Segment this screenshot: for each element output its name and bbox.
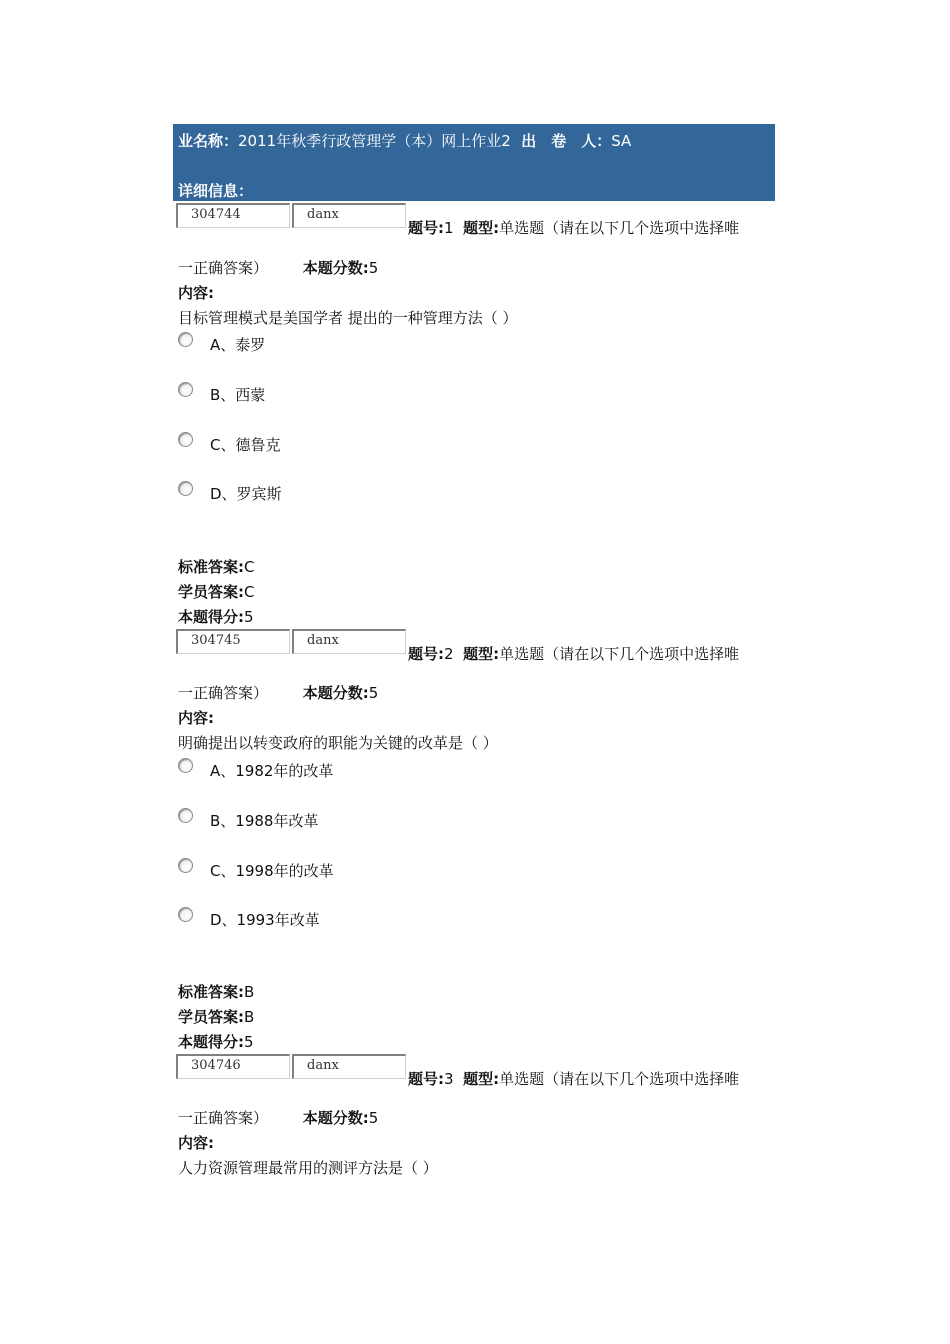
question-content: 明确提出以转变政府的职能为关键的改革是（ ） (178, 734, 498, 752)
student-answer (178, 581, 254, 602)
question-number-label: 题号: (408, 1070, 444, 1088)
standard-answer-label: 标准答案: (178, 983, 244, 1001)
question-meta-line (408, 217, 739, 238)
author-label: 出 卷 人： (521, 132, 612, 150)
option-label: B、西蒙 (210, 386, 266, 404)
got-score-label: 本题得分: (178, 1033, 244, 1051)
student-answer-value: C (244, 583, 255, 601)
question-number: 2 (444, 645, 454, 663)
option-label: B、1988年改革 (210, 812, 319, 830)
question-number-label: 题号: (408, 219, 444, 237)
content-label: 内容: (178, 1134, 214, 1152)
content-label: 内容: (178, 284, 214, 302)
option-label: D、1993年改革 (210, 911, 320, 929)
question-type-cont: 一正确答案） (178, 684, 269, 702)
radio-button[interactable] (178, 808, 193, 823)
score-label: 本题分数: (302, 684, 369, 702)
radio-button[interactable] (178, 432, 193, 447)
question-type-label: 题型: (463, 645, 500, 663)
question-meta-line (408, 1068, 739, 1089)
radio-button[interactable] (178, 332, 193, 347)
content-label: 内容: (178, 709, 214, 727)
student-answer-label: 学员答案: (178, 583, 244, 601)
student-answer-value: B (244, 1008, 255, 1026)
question-id-box[interactable]: 304746 (176, 1054, 290, 1079)
question-number: 1 (444, 219, 454, 237)
score-value: 5 (368, 684, 379, 702)
standard-answer-value: B (244, 983, 255, 1001)
assignment-title-line (178, 130, 631, 151)
score-label: 本题分数: (302, 1109, 369, 1127)
score-label: 本题分数: (302, 259, 369, 277)
radio-button[interactable] (178, 858, 193, 873)
question-type-label: 题型: (463, 1070, 500, 1088)
question-content: 目标管理模式是美国学者 提出的一种管理方法（ ） (178, 309, 518, 327)
detail-info-label: 详细信息： (178, 182, 254, 200)
question-meta-line (408, 643, 739, 664)
assignment-name-label: 业名称： (178, 132, 239, 150)
option-label: C、德鲁克 (210, 436, 281, 454)
option-label: A、1982年的改革 (210, 762, 334, 780)
question-type: 单选题（请在以下几个选项中选择唯 (499, 645, 740, 663)
got-score (178, 606, 254, 627)
question-content: 人力资源管理最常用的测评方法是（ ） (178, 1159, 438, 1177)
radio-button[interactable] (178, 382, 193, 397)
question-number: 3 (444, 1070, 454, 1088)
radio-button[interactable] (178, 758, 193, 773)
radio-button[interactable] (178, 481, 193, 496)
got-score-label: 本题得分: (178, 608, 244, 626)
question-id-box[interactable]: 304744 (176, 203, 290, 228)
question-type-cont: 一正确答案） (178, 259, 269, 277)
student-answer (178, 1006, 254, 1027)
got-score-value: 5 (244, 1033, 254, 1051)
question-number-label: 题号: (408, 645, 444, 663)
assignment-name: 2011年秋季行政管理学（本）网上作业2 (238, 132, 511, 150)
question-code-box[interactable]: danx (292, 629, 406, 654)
score-value: 5 (368, 1109, 379, 1127)
standard-answer-label: 标准答案: (178, 558, 244, 576)
got-score-value: 5 (244, 608, 254, 626)
question-type-label: 题型: (463, 219, 500, 237)
question-type: 单选题（请在以下几个选项中选择唯 (499, 219, 740, 237)
standard-answer (178, 981, 254, 1002)
question-code-box[interactable]: danx (292, 203, 406, 228)
option-label: C、1998年的改革 (210, 862, 334, 880)
score-value: 5 (368, 259, 379, 277)
question-code-box[interactable]: danx (292, 1054, 406, 1079)
question-meta-line-2 (178, 1107, 378, 1128)
standard-answer-value: C (244, 558, 255, 576)
question-type-cont: 一正确答案） (178, 1109, 269, 1127)
standard-answer (178, 556, 254, 577)
question-type: 单选题（请在以下几个选项中选择唯 (499, 1070, 740, 1088)
question-meta-line-2 (178, 682, 378, 703)
radio-button[interactable] (178, 907, 193, 922)
question-meta-line-2 (178, 257, 378, 278)
question-id-box[interactable]: 304745 (176, 629, 290, 654)
got-score (178, 1031, 254, 1052)
student-answer-label: 学员答案: (178, 1008, 244, 1026)
assignment-header (173, 124, 775, 201)
author-value: SA (611, 132, 632, 150)
option-label: D、罗宾斯 (210, 485, 282, 503)
option-label: A、泰罗 (210, 336, 266, 354)
